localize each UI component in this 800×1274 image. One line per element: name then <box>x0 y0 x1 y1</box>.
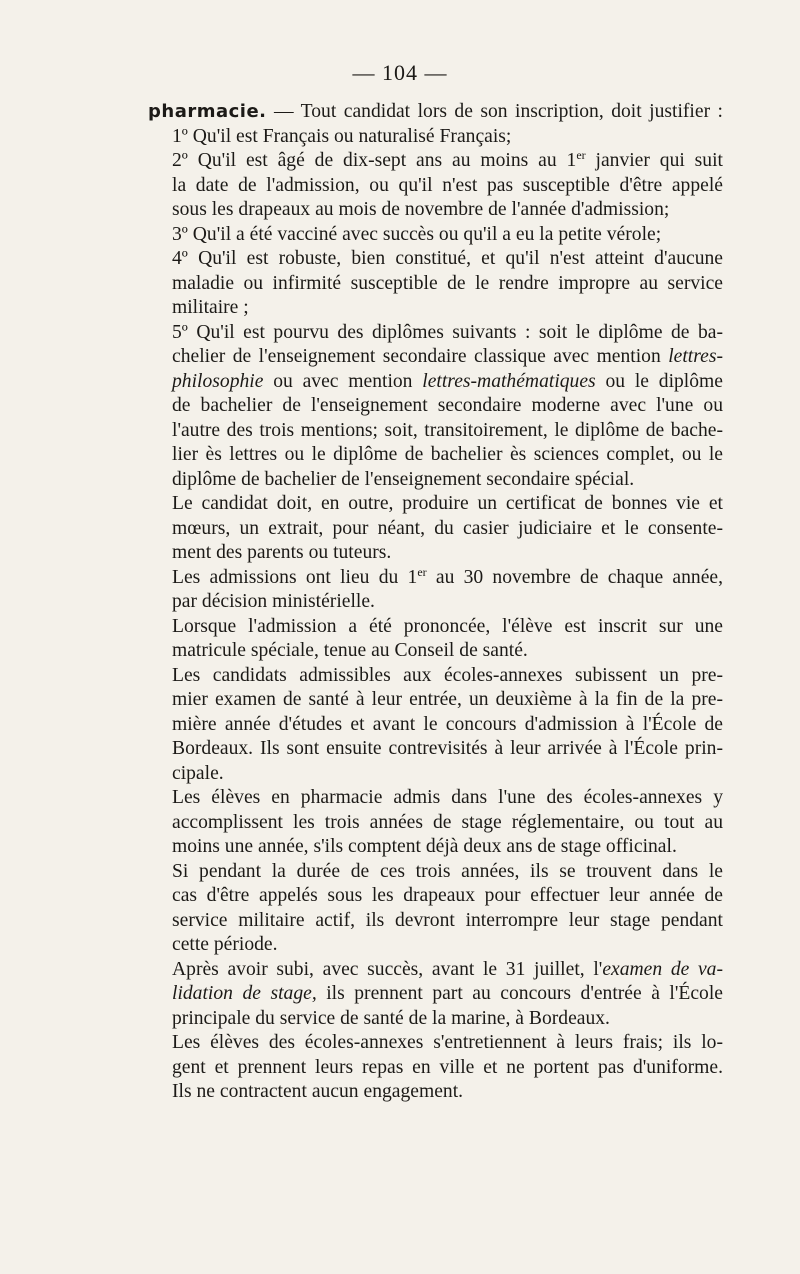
paragraph-internship: Les élèves en pharmacie admis dans l'une des écoles-annexes y accomplissent les trois années de stage réglementaire, ou tout au moins une année, s'ils comptent déjà deux ans de stage officinal. <box>172 787 723 857</box>
paragraph-military-service: Si pendant la durée de ces trois années, ils se trouvent dans le cas d'être appelés sous les drapeaux pour effectuer leur année de service militaire actif, ils devront interrompre leur stage pendant cette période. <box>172 860 723 955</box>
paragraph-admissions: Les admissions ont lieu du 1er au 30 novembre de chaque année, par décision ministérielle. <box>172 564 723 612</box>
paragraph-medical-exams: Les candidats admissibles aux écoles-annexes subissent un pre- mier examen de santé à leur entrée, un deuxième à la fin de la pre- mière année d'études et avant le concours d'admission à l'École de Bordeaux. Ils sont ensuite contrevisités à leur arrivée à l'École prin- cipale. <box>172 664 723 784</box>
paragraph-registration: Lorsque l'admission a été prononcée, l'élève est inscrit sur une matricule spéciale, tenue au Conseil de santé. <box>172 615 723 661</box>
paragraph-intro: pharmacie. — Tout candidat lors de son inscription, doit justifier : <box>148 101 723 122</box>
paragraph-condition-3: 3º Qu'il a été vacciné avec succès ou qu'il a eu la petite vérole; <box>172 223 662 245</box>
paragraph-condition-5: 5º Qu'il est pourvu des diplômes suivants : soit le diplôme de ba- chelier de l'enseignement secondaire classique avec mention lettres- philosophie ou avec mention lettres-mathématiques ou le diplôme de bachelier de l'enseignement secondaire moderne avec l'une ou l'autre des trois mentions; soit, transitoirement, le diplôme de bache- lier ès lettres ou le diplôme de bachelier ès sciences complet, ou le diplôme de bachelier de l'enseignement secondaire spécial. <box>172 321 723 490</box>
paragraph-certificate: Le candidat doit, en outre, produire un certificat de bonnes vie et mœurs, un extrait, pour néant, du casier judiciaire et le consente- ment des parents ou tuteurs. <box>172 493 723 563</box>
paragraph-validation-exam: Après avoir subi, avec succès, avant le 31 juillet, l'examen de va- lidation de stage, ils prennent part au concours d'entrée à l'École principale du service de santé de la marine, à Bordeaux. <box>172 958 723 1029</box>
paragraph-condition-4: 4º Qu'il est robuste, bien constitué, et qu'il n'est atteint d'aucune maladie ou infirmité susceptible de le rendre impropre au service militaire ; <box>172 248 723 318</box>
paragraph-living-expenses: Les élèves des écoles-annexes s'entretiennent à leurs frais; ils lo- gent et prennent leurs repas en ville et ne portent pas d'uniforme. Ils ne contractent aucun engagement. <box>172 1032 723 1102</box>
page-body <box>148 100 723 1105</box>
paragraph-condition-1: 1º Qu'il est Français ou naturalisé Français; <box>172 125 512 147</box>
paragraph-condition-2: 2º Qu'il est âgé de dix-sept ans au moins au 1er janvier qui suit la date de l'admission, ou qu'il n'est pas susceptible d'être appelé sous les drapeaux au mois de novembre de l'année d'admission; <box>172 148 723 220</box>
page-number: — 104 — <box>352 60 448 85</box>
section-lead-word: pharmacie. <box>148 101 267 122</box>
